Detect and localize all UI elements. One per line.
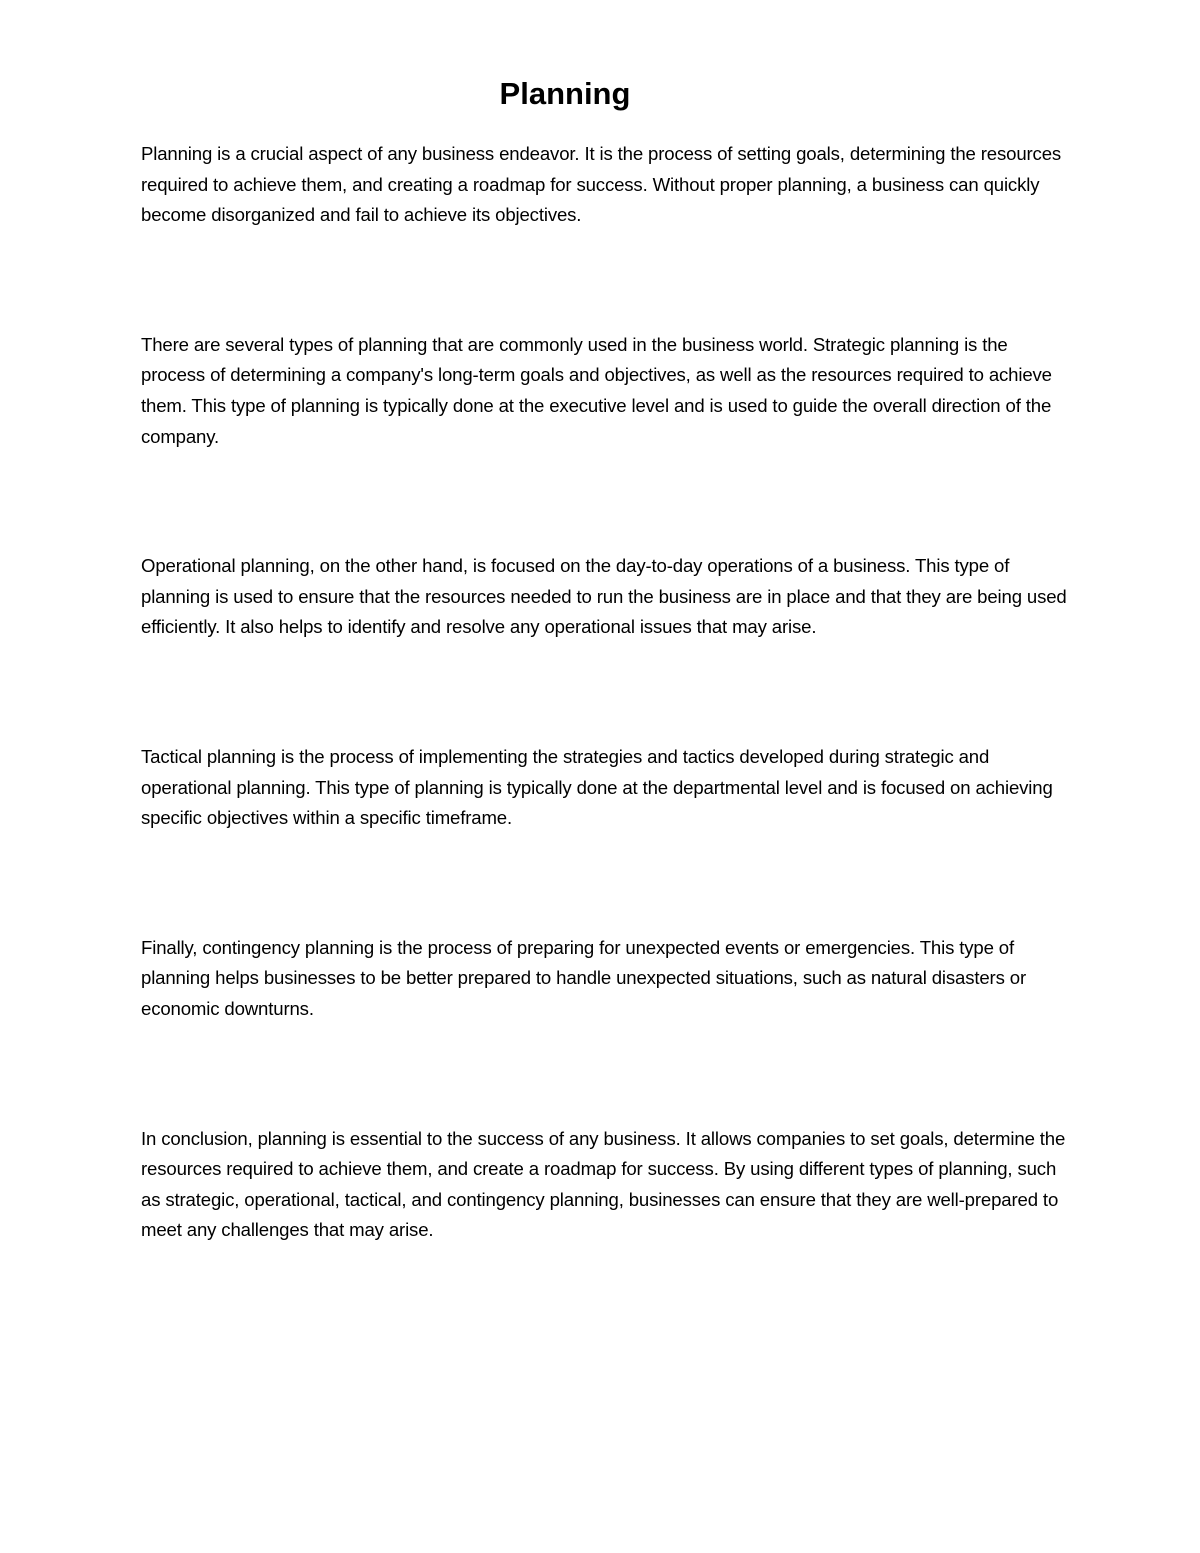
document-body bbox=[141, 139, 1071, 1246]
paragraph-contingency-planning: Finally, contingency planning is the process of preparing for unexpected events or emergencies. This type of planning helps businesses to be better prepared to handle unexpected situations, such as natural disasters or economic downturns. bbox=[141, 936, 1026, 1019]
document-title: Planning bbox=[499, 76, 631, 111]
paragraph-strategic-planning: There are several types of planning that are commonly used in the business world. Strategic planning is the process of determining a company's long-term goals and objectives, as well as the resources required to achieve them. This type of planning is typically done at the executive level and is used to guide the overall direction of the company. bbox=[141, 333, 1052, 447]
paragraph-operational-planning: Operational planning, on the other hand, is focused on the day-to-day operations of a business. This type of planning is used to ensure that the resources needed to run the business are in place and that they are being used efficiently. It also helps to identify and resolve any operational issues that may arise. bbox=[141, 555, 1067, 638]
paragraph-tactical-planning: Tactical planning is the process of implementing the strategies and tactics developed during strategic and operational planning. This type of planning is typically done at the departmental level and is focused on achieving specific objectives within a specific timeframe. bbox=[141, 745, 1053, 829]
paragraph-intro: Planning is a crucial aspect of any business endeavor. It is the process of setting goals, determining the resources required to achieve them, and creating a roadmap for success. Without proper planning, a business can quickly become disorganized and fail to achieve its objectives. bbox=[141, 143, 1062, 226]
paragraph-conclusion: In conclusion, planning is essential to the success of any business. It allows companies to set goals, determine the resources required to achieve them, and create a roadmap for success. By using different types of planning, such as strategic, operational, tactical, and contingency planning, businesses can ensure that they are well-prepared to meet any challenges that may arise. bbox=[141, 1127, 1066, 1241]
